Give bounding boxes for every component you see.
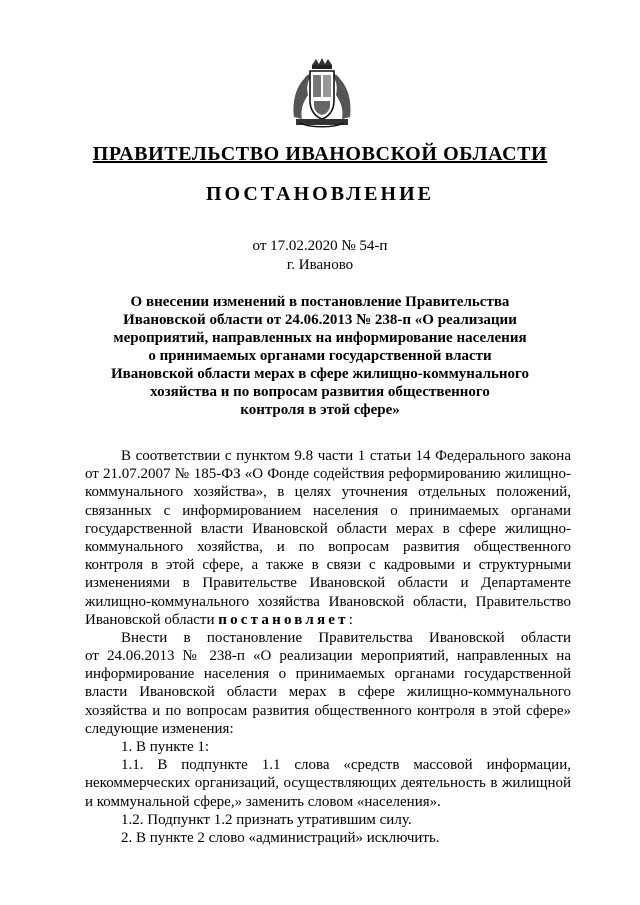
body-line: информирование населения о принимаемых органами государственной <box>85 666 571 683</box>
city: г. Иваново <box>286 257 354 273</box>
body-line: от 24.06.2013 № 238-п «О реализации мероприятий, направленных на <box>85 648 571 665</box>
subject-line: хозяйства и по вопросам развития общественного <box>150 384 490 400</box>
document-subject <box>100 293 540 419</box>
body-line: от 21.07.2007 № 185-ФЗ «О Фонде содействия реформированию жилищно- <box>85 466 571 483</box>
subject-line: о принимаемых органами государственной власти <box>148 348 492 364</box>
item-1-1: 1.1. В подпункте 1.1 слова «средств массовой информации, <box>121 757 571 774</box>
body-line-text: Ивановской области <box>85 611 219 628</box>
subject-line: контроля в этой сфере» <box>240 402 400 418</box>
body-line: некоммерческих организаций, осуществляющих деятельность в жилищной <box>85 775 571 792</box>
body-line: следующие изменения: <box>85 720 234 737</box>
body-line: жилищно-коммунального хозяйства Ивановской области, Правительство <box>85 593 571 610</box>
body-line: контроля в этой сфере, а также в связи с кадровыми и структурными <box>85 557 571 574</box>
subject-line: Ивановской области мерах в сфере жилищно-коммунального <box>110 366 529 382</box>
body-line: коммунального хозяйства», в целях уточнения отдельных положений, <box>85 484 571 501</box>
body-line: изменениями в Правительстве Ивановской области и Департаменте <box>85 575 571 592</box>
body-line: связанных с информированием населения о принимаемых органами <box>85 502 571 519</box>
resolves-word: постановляет <box>218 611 349 628</box>
body-line: и коммунальной сфере,» заменить словом «населения». <box>85 793 441 810</box>
document-body <box>85 447 571 847</box>
body-line: коммунального хозяйства, и по вопросам развития общественного <box>85 538 571 555</box>
organization-name: ПРАВИТЕЛЬСТВО ИВАНОВСКОЙ ОБЛАСТИ <box>92 143 548 165</box>
item-1: 1. В пункте 1: <box>121 739 210 755</box>
body-line: власти Ивановской области мерах в сфере жилищно-коммунального <box>85 684 571 701</box>
body-line-resolves <box>85 611 571 629</box>
body-line: хозяйства и по вопросам развития общественного контроля в этой сфере» <box>85 702 571 719</box>
body-line: государственной власти Ивановской области мерах в сфере жилищно- <box>85 520 571 537</box>
subject-line: мероприятий, направленных на информирование населения <box>113 330 527 346</box>
document-type: ПОСТАНОВЛЕНИЕ <box>206 183 434 205</box>
subject-line: Ивановской области от 24.06.2013 № 238-п «О реализации <box>123 312 517 328</box>
coat-of-arms-icon <box>290 57 354 129</box>
resolves-colon: : <box>348 611 353 628</box>
body-line: В соответствии с пунктом 9.8 части 1 статьи 14 Федерального закона <box>121 448 571 464</box>
subject-line: О внесении изменений в постановление Правительства <box>130 294 510 310</box>
item-1-2: 1.2. Подпункт 1.2 признать утратившим силу. <box>121 811 412 828</box>
item-2: 2. В пункте 2 слово «администраций» исключить. <box>121 829 440 846</box>
date-number: от 17.02.2020 № 54-п <box>252 238 388 254</box>
body-line: Внести в постановление Правительства Ивановской области <box>121 629 571 646</box>
